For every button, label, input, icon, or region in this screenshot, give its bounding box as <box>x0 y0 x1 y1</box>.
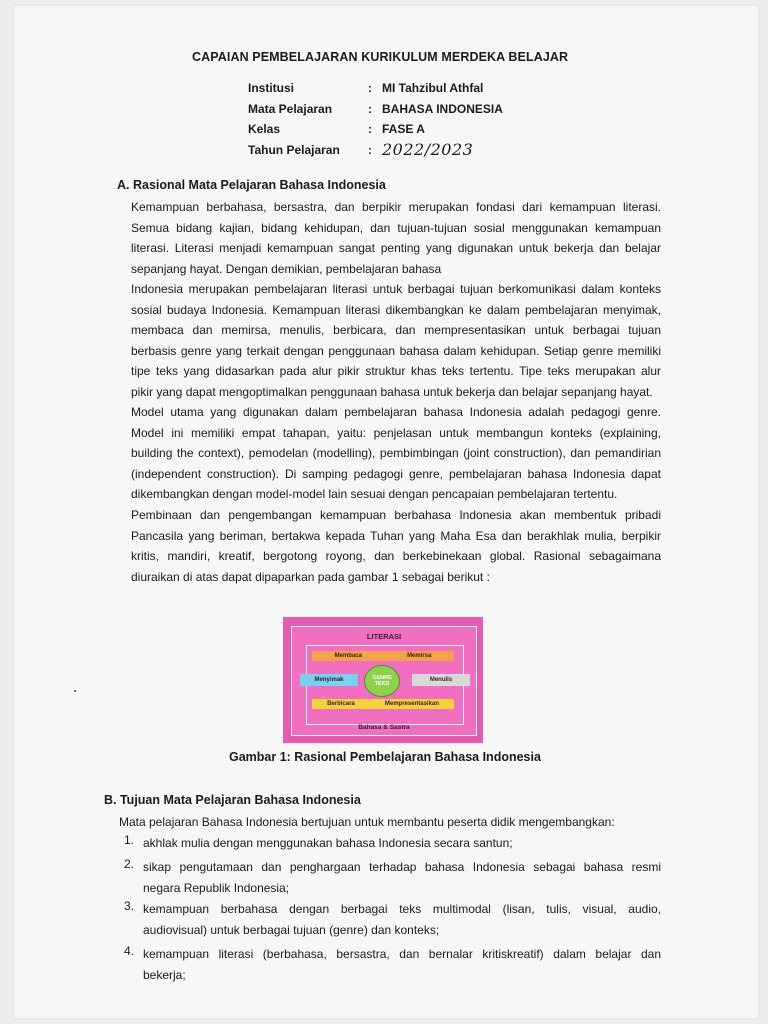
diagram-label-teks: TEKS <box>374 681 390 687</box>
section-a-paragraph-4 <box>131 505 661 587</box>
text-line: berbasis genre yang terkait dengan penggunaan bahasa dalam kehidupan. Setiap genre memiliki <box>131 343 661 358</box>
meta-row-institusi <box>248 78 503 99</box>
diagram-genre-teks-circle <box>364 665 400 697</box>
meta-value: BAHASA INDONESIA <box>382 101 503 116</box>
list-body <box>143 944 661 985</box>
text-line: building the context), pemodelan (modelling), pembimbingan (joint construction), dan pemandirian <box>131 446 661 460</box>
figure-caption: Gambar 1: Rasional Pembelajaran Bahasa Indonesia <box>229 750 541 764</box>
meta-key: Kelas <box>248 122 281 137</box>
text-line: Model ini memiliki empat tahapan, yaitu: penjelasan untuk membangun konteks (explaining, <box>131 425 661 440</box>
text-line: negara Republik Indonesia; <box>143 880 290 895</box>
diagram-label-menyimak: Menyimak <box>314 677 344 683</box>
list-number: 2. <box>124 857 135 871</box>
document-title: CAPAIAN PEMBELAJARAN KURIKULUM MERDEKA BELAJAR <box>192 50 569 64</box>
diagram-pill-berbicara-mempresentasikan <box>312 699 454 709</box>
text-line: sepanjang hayat. Dengan demikian, pembelajaran bahasa <box>131 261 442 276</box>
meta-colon: : <box>368 122 372 137</box>
meta-key: Institusi <box>248 81 295 96</box>
text-line: kemampuan berbahasa dengan berbagai teks multimodal (lisan, tulis, visual, audio, <box>143 902 661 916</box>
diagram-pill-menulis <box>412 674 470 686</box>
text-line: pikir yang dapat mengoptimalkan penggunaan bahasa untuk bekerja dan belajar sepanjang hayat. <box>131 384 653 399</box>
diagram-title: LITERASI <box>366 632 402 641</box>
text-line: kritis, mandiri, kreatif, bergotong royong, dan berkebinekaan global. Rasional sebagaimana <box>131 549 661 563</box>
diagram-pill-membaca-memirsa <box>312 651 454 661</box>
text-line: (independent construction). Di samping pedagogi genre, pembelajaran bahasa Indonesia dapat <box>131 466 661 481</box>
text-line: Pembinaan dan pengembangan kemampuan berbahasa Indonesia akan membentuk pribadi <box>131 508 661 522</box>
text-line: audiovisual) untuk berbagai tujuan (genre) dan konteks; <box>143 922 440 937</box>
diagram-label-membaca: Membaca <box>334 653 362 659</box>
text-line: membaca dan memirsa, menulis, berbicara, dan mempresentasikan untuk berbagai tujuan <box>131 323 661 337</box>
section-a-heading: A. Rasional Mata Pelajaran Bahasa Indonesia <box>117 178 386 192</box>
meta-value: MI Tahzibul Athfal <box>382 81 484 96</box>
section-a-paragraph-2 <box>131 279 661 402</box>
list-number: 3. <box>124 899 135 913</box>
list-number: 4. <box>124 944 135 958</box>
meta-colon: : <box>368 101 372 116</box>
meta-value: FASE A <box>382 122 425 137</box>
text-line: literasi. Literasi menjadi kemampuan sangat penting yang digunakan untuk bekerja dan belajar <box>131 241 661 255</box>
diagram-pill-menyimak <box>300 674 358 686</box>
list-body <box>143 899 661 940</box>
text-line: diuraikan di atas dapat dipaparkan pada gambar 1 sebagai berikut : <box>131 569 490 584</box>
text-line: dikembangkan dengan model-model lain sesuai dengan pencapaian pembelajaran tertentu. <box>131 487 618 501</box>
diagram-label-berbicara: Berbicara <box>327 701 355 707</box>
diagram-label-memirsa: Memirsa <box>407 653 432 659</box>
list-body <box>143 857 661 898</box>
text-line: Mata pelajaran Bahasa Indonesia bertujuan untuk membantu peserta didik mengembangkan: <box>119 815 615 829</box>
section-a-paragraph-3 <box>131 402 661 505</box>
list-body <box>143 833 661 854</box>
metadata-table <box>248 78 503 160</box>
diagram-subtitle: Bahasa & Sastra <box>358 724 410 731</box>
text-line: sikap pengutamaan dan penghargaan terhadap bahasa Indonesia sebagai bahasa resmi <box>143 860 661 874</box>
text-line: Indonesia merupakan pembelajaran literasi untuk berbagai tujuan berkomunikasi dalam konteks <box>131 282 661 296</box>
meta-colon: : <box>368 81 372 96</box>
list-number: 1. <box>124 833 135 847</box>
handwritten-year-value: 2022/2023 <box>382 140 474 160</box>
section-b-intro <box>119 812 664 833</box>
diagram-inner-panel <box>291 626 477 736</box>
meta-row-mata-pelajaran <box>248 99 503 120</box>
text-line: Kemampuan berbahasa, bersastra, dan berpikir merupakan fondasi dari kemampuan literasi. <box>131 200 661 214</box>
diagram-label-genre: GENRE <box>372 675 392 681</box>
diagram-label-mempresentasikan: Mempresentasikan <box>384 701 439 707</box>
text-line: Semua bidang kajian, bidang kehidupan, dan tujuan-tujuan sosial menggunakan kemampuan <box>131 220 661 235</box>
diagram-label-menulis: Menulis <box>429 677 453 683</box>
meta-key: Tahun Pelajaran <box>248 142 340 157</box>
text-line: bekerja; <box>143 967 186 982</box>
scan-speck <box>74 690 76 692</box>
text-line: Pancasila yang beriman, bertakwa kepada Tuhan yang Maha Esa dan berakhlak mulia, berpikir <box>131 528 661 543</box>
meta-key: Mata Pelajaran <box>248 101 333 116</box>
text-line: Model utama yang digunakan dalam pembelajaran bahasa Indonesia adalah pedagogi genre. <box>131 405 661 419</box>
meta-row-tahun-pelajaran <box>248 140 503 161</box>
text-line: akhlak mulia dengan menggunakan bahasa Indonesia secara santun; <box>143 836 513 850</box>
section-a-paragraph-1 <box>131 197 661 279</box>
text-line: sosial budaya Indonesia. Kemampuan literasi dikembangkan ke dalam pembelajaran menyimak, <box>131 302 661 317</box>
text-line: kemampuan literasi (berbahasa, bersastra, dan bernalar kritiskreatif) dalam belajar dan <box>143 947 661 961</box>
meta-colon: : <box>368 142 372 157</box>
text-line: tipe teks yang didasarkan pada alur pikir struktur khas teks tertentu. Tipe teks merupakan alur <box>131 364 661 378</box>
meta-row-kelas <box>248 119 503 140</box>
literasi-diagram <box>283 617 483 743</box>
section-b-heading: B. Tujuan Mata Pelajaran Bahasa Indonesia <box>104 793 361 807</box>
